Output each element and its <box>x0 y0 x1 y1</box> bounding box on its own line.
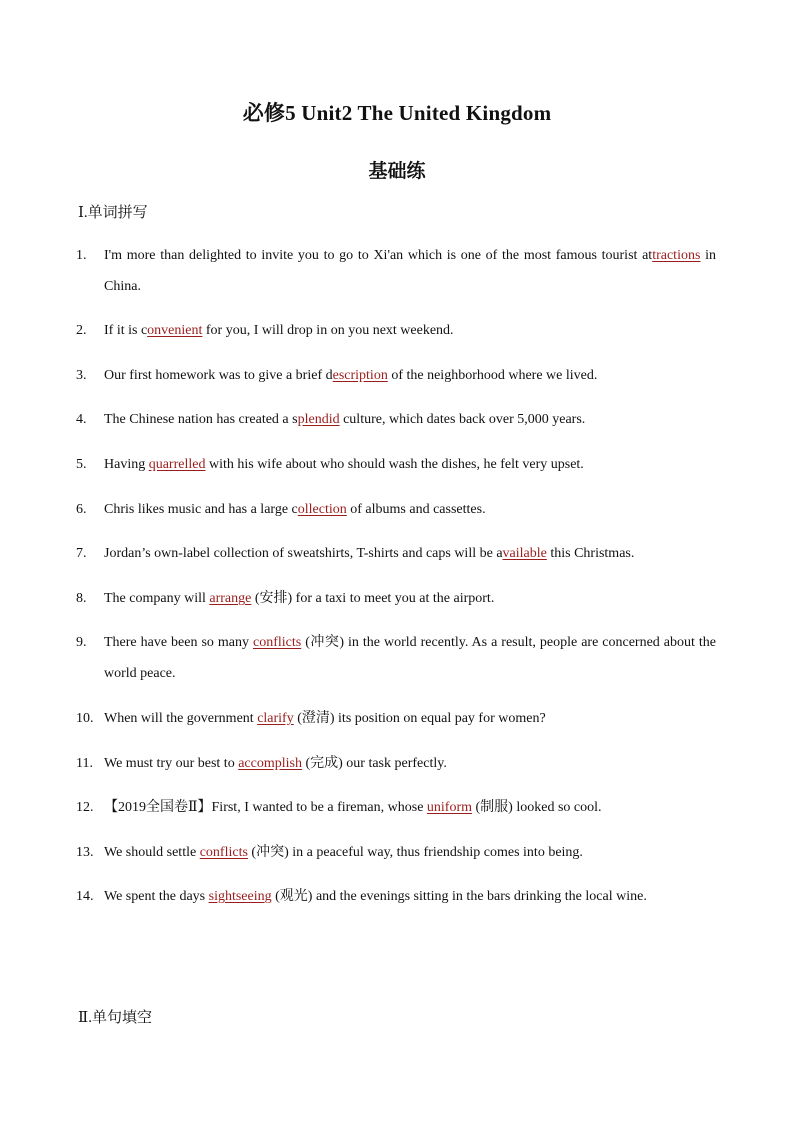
item-text-before: I'm more than delighted to invite you to go to Xi'an which is one of the most famous tourist at <box>104 248 653 263</box>
item-answer: quarrelled <box>148 457 206 472</box>
item-text-after: culture, which dates back over 5,000 years. <box>339 412 586 427</box>
item-answer: vailable <box>502 546 547 561</box>
exercise-item <box>76 748 716 779</box>
exercise-item <box>76 703 716 734</box>
item-text-before: Jordan’s own-label collection of sweatshirts, T-shirts and caps will be a <box>104 546 503 561</box>
item-text-after: (冲突) in the world recently. As a result, people are concerned about the world peace. <box>104 635 716 681</box>
item-text <box>104 360 716 391</box>
exercise-item <box>76 404 716 435</box>
item-number: 3. <box>76 368 87 383</box>
item-text <box>104 627 716 689</box>
item-answer: tractions <box>652 248 701 263</box>
item-number: 6. <box>76 502 87 517</box>
item-number: 7. <box>76 546 87 561</box>
item-text <box>104 792 716 823</box>
item-text-before: We must try our best to <box>104 756 239 771</box>
item-text <box>104 748 716 779</box>
item-text-after: this Christmas. <box>546 546 635 561</box>
item-text <box>104 494 716 525</box>
item-number: 4. <box>76 412 87 427</box>
item-number: 11. <box>76 756 93 771</box>
item-answer: uniform <box>426 800 473 815</box>
item-text-before: We spent the days <box>104 889 209 904</box>
exercise-item <box>76 881 716 912</box>
item-text-before: Having <box>104 457 149 472</box>
item-answer: accomplish <box>238 756 302 771</box>
item-number: 10. <box>76 711 94 726</box>
item-text-after: (安排) for a taxi to meet you at the airport. <box>251 591 495 606</box>
item-number: 14. <box>76 889 94 904</box>
item-text-before: The company will <box>104 591 210 606</box>
item-text <box>104 583 716 614</box>
item-text-after: in China. <box>104 248 716 294</box>
item-text <box>104 315 716 346</box>
item-text-before: Our first homework was to give a brief d <box>104 368 333 383</box>
item-text-after: for you, I will drop in on you next weekend. <box>202 323 454 338</box>
exercise-item <box>76 538 716 569</box>
item-text <box>104 538 716 569</box>
item-number: 2. <box>76 323 87 338</box>
exercise-item <box>76 360 716 391</box>
item-answer: sightseeing <box>208 889 272 904</box>
exercise-item <box>76 583 716 614</box>
exercise-item <box>76 315 716 346</box>
item-text-after: (冲突) in a peaceful way, thus friendship comes into being. <box>247 845 583 860</box>
exercise-item <box>76 837 716 868</box>
item-text-before: When will the government <box>104 711 258 726</box>
item-text <box>104 404 716 435</box>
item-text-after: (观光) and the evenings sitting in the bars drinking the local wine. <box>271 889 647 904</box>
page-subtitle: 基础练 <box>368 161 426 182</box>
item-answer: escription <box>332 368 388 383</box>
item-text-after: with his wife about who should wash the dishes, he felt very upset. <box>205 457 584 472</box>
section-heading-fill-in: Ⅱ.单句填空 <box>78 1010 152 1026</box>
item-text <box>104 240 716 302</box>
item-answer: conflicts <box>199 845 248 860</box>
exercise-item <box>76 627 716 689</box>
item-text <box>104 703 716 734</box>
item-text-after: (澄清) its position on equal pay for women? <box>293 711 546 726</box>
item-text-before: We should settle <box>104 845 200 860</box>
exercise-item <box>76 449 716 480</box>
item-text-before: The Chinese nation has created a s <box>104 412 298 427</box>
section-heading-spelling: Ⅰ.单词拼写 <box>78 205 148 221</box>
item-number: 5. <box>76 457 87 472</box>
item-number: 1. <box>76 248 87 263</box>
item-answer: ollection <box>297 502 347 517</box>
item-number: 13. <box>76 845 94 860</box>
item-text-after: (完成) our task perfectly. <box>301 756 447 771</box>
item-text-after: of the neighborhood where we lived. <box>387 368 598 383</box>
item-text-after: (制服) looked so cool. <box>472 800 602 815</box>
item-number: 9. <box>76 635 87 650</box>
item-answer: clarify <box>257 711 294 726</box>
item-text <box>104 837 716 868</box>
item-text-before: If it is c <box>104 323 148 338</box>
item-text-before: 【2019全国卷Ⅱ】First, I wanted to be a fireman, whose <box>104 800 427 815</box>
item-text-before: Chris likes music and has a large c <box>104 502 298 517</box>
item-answer: arrange <box>209 591 252 606</box>
item-answer: onvenient <box>147 323 203 338</box>
item-text-before: There have been so many <box>104 635 254 650</box>
item-text <box>104 881 716 912</box>
item-answer: plendid <box>297 412 340 427</box>
item-number: 8. <box>76 591 87 606</box>
item-text <box>104 449 716 480</box>
item-number: 12. <box>76 800 94 815</box>
exercise-item <box>76 494 716 525</box>
exercise-item <box>76 792 716 823</box>
item-answer: conflicts <box>253 635 302 650</box>
item-text-after: of albums and cassettes. <box>346 502 486 517</box>
page-title: 必修5 Unit2 The United Kingdom <box>242 101 552 125</box>
exercise-item <box>76 240 716 302</box>
